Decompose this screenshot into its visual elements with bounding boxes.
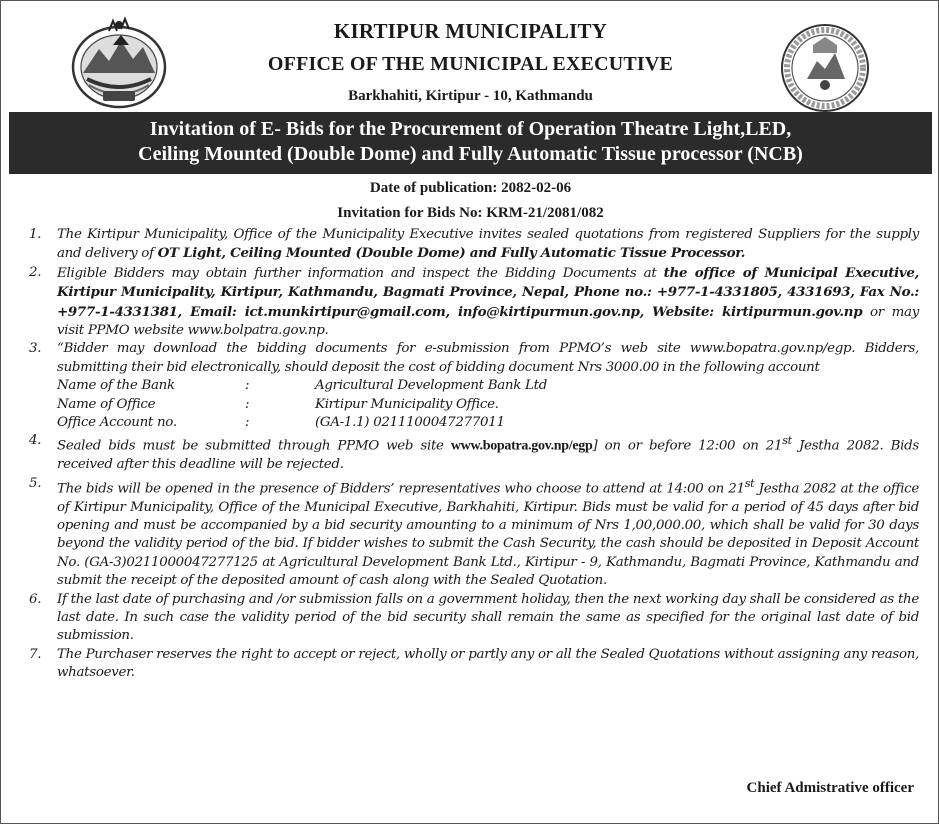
signature-title: Chief Admistrative officer xyxy=(746,780,914,796)
item-bold-text: OT Light, Ceiling Mounted (Double Dome) and Fully Automatic Tissue Processor. xyxy=(157,245,746,262)
office-address: Barkhahiti, Kirtipur - 10, Kathmandu xyxy=(348,88,593,104)
account-row xyxy=(57,377,919,395)
list-item xyxy=(9,432,919,474)
account-value: Agricultural Development Bank Ltd xyxy=(315,378,547,394)
item-number: 5. xyxy=(29,475,42,491)
list-item xyxy=(9,646,919,683)
item-text: The bids will be opened in the presence of Bidders’ representatives who choose to attend at 14:00 on 21 xyxy=(57,481,745,497)
invitation-number: Invitation for Bids No: KRM-21/2081/082 xyxy=(337,205,604,221)
item-text: “Bidder may download the bidding documents for e-submission from PPMO’s web site www.bopatra.gov.np/egp. Bidders, submitting their bid electronically, should deposit the cost of bidding document Nrs 3000.00 in the following account xyxy=(57,341,919,375)
notice-body xyxy=(9,226,919,683)
item-text: Jestha 2082 at the office of Kirtipur Municipality, Office of the Municipal Executive, Barkhahiti, Kirtipur. Bids must be valid for a period of 45 days after bid opening and must be accompanied by a bid security amounting to a minimum of Nrs 1,00,000.00, which shall be valid for 30 days beyond the validity period of the bid. If bidder wishes to submit the Cash Security, the cash should be deposited in Deposit Account No. (GA-3)0211000047277125 at Agricultural Development Bank Ltd., Kirtipur - 9, Kathmandu, Bagmati Province, Kathmandu and submit the receipt of the deposited amount of cash along with the Sealed Quotation. xyxy=(57,481,919,589)
account-row xyxy=(57,396,919,414)
item-text: or may visit PPMO website www.bolpatra.gov.np. xyxy=(57,304,919,339)
ordinal-suffix: st xyxy=(744,476,755,490)
item-number: 7. xyxy=(29,646,42,662)
list-item xyxy=(9,264,919,341)
account-separator: : xyxy=(245,415,250,431)
item-number: 6. xyxy=(29,591,42,607)
office-name: OFFICE OF THE MUNICIPAL EXECUTIVE xyxy=(267,53,674,75)
item-text: Sealed bids must be submitted through PPMO web site xyxy=(57,438,451,454)
org-name: KIRTIPUR MUNICIPALITY xyxy=(333,19,608,43)
item-text: The Purchaser reserves the right to accept or reject, wholly or partly any or all the Sealed Quotations without assigning any reason, whatsoever. xyxy=(57,646,919,681)
list-item xyxy=(9,591,919,646)
list-item xyxy=(9,475,919,591)
item-url: www.bopatra.gov.np/egp xyxy=(450,438,593,454)
item-text: ] on or before 12:00 on 21 xyxy=(592,438,783,454)
notice-title-line: Ceiling Mounted (Double Dome) and Fully Automatic Tissue processor (NCB) xyxy=(138,143,803,165)
account-row xyxy=(57,414,919,432)
item-text: The Kirtipur Municipality, Office of the Municipality Executive invites sealed quotations from registered Suppliers for the supply and delivery of xyxy=(57,227,919,262)
item-number: 2. xyxy=(29,264,42,280)
account-label: Name of Office xyxy=(57,396,156,412)
item-number: 1. xyxy=(29,227,42,242)
account-separator: : xyxy=(245,378,250,394)
ordinal-suffix: st xyxy=(782,434,792,448)
notice-title-line: Invitation of E- Bids for the Procurement of Operation Theatre Light,LED, xyxy=(149,118,792,140)
item-number: 4. xyxy=(29,433,42,449)
list-item xyxy=(9,226,919,264)
item-bold-text: the office of Municipal Executive, Kirtipur Municipality, Kirtipur, Kathmandu, Bagmati Province, Nepal, Phone no.: +977-1-4331805, 4331693, Fax No.: +977-1-4331381, Email: ict.munkirtipur@gmail.com, info@kirtipurmun.gov.np, Website: kirtipurmun.gov.np xyxy=(57,264,919,320)
notice-title-banner xyxy=(9,112,932,174)
account-separator: : xyxy=(245,396,250,412)
account-label: Office Account no. xyxy=(57,415,177,431)
list-item xyxy=(9,340,919,432)
account-value: Kirtipur Municipality Office. xyxy=(315,396,499,412)
item-text: Eligible Bidders may obtain further information and inspect the Bidding Documents at xyxy=(57,265,664,281)
item-text: If the last date of purchasing and /or submission falls on a government holiday, then the next working day shall be considered as the last date. In such case the validity period of the bid security shall remain the same as specified for the original last date of bid submission. xyxy=(57,591,919,644)
item-text: Jestha 2082. Bids received after this deadline will be rejected. xyxy=(57,438,919,473)
item-number: 3. xyxy=(29,341,42,357)
account-label: Name of the Bank xyxy=(57,378,175,394)
account-value: (GA-1.1) 0211100047277011 xyxy=(315,415,505,431)
publication-date: Date of publication: 2082-02-06 xyxy=(369,180,572,196)
